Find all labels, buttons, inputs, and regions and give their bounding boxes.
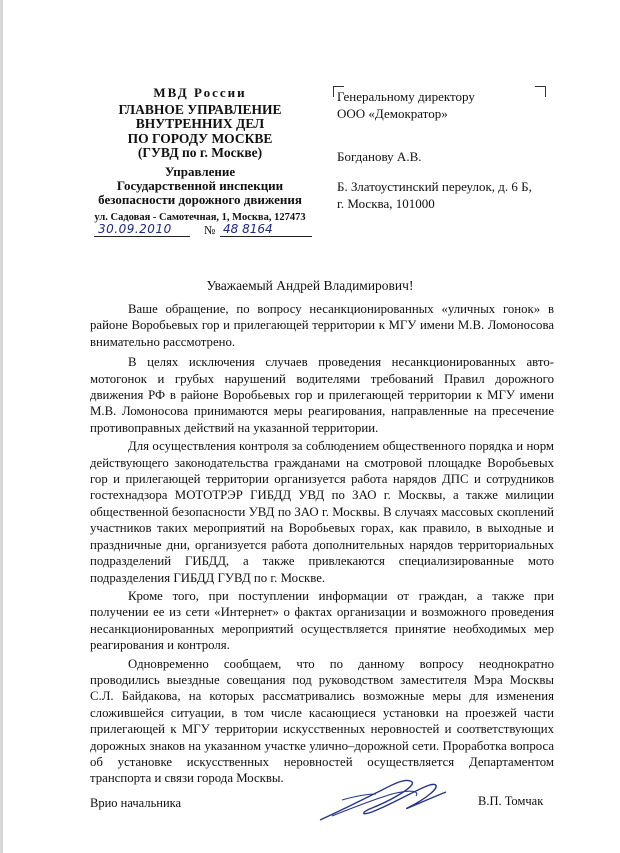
body-paragraph: Кроме того, при поступлении информации от граждан, а также при получении ее из сети «Интернет» о фактах организации и возможного проведения несанкционированных мероприятий осуществляется принятие необходимых мер реагирования и контроля. [90,588,554,653]
scan-edge [0,0,3,853]
letterhead-sub-line: Государственной инспекции [116,177,284,193]
addressee-name: Богданову А.В. [337,149,422,164]
handwritten-signature [312,770,452,830]
body-paragraph: Одновременно сообщаем, что по данному вопросу неоднократно проводились выездные совещания под руководством заместителя Мэра Москвы С.Л. Байдакова, на которых рассматривались возможные меры для изменения сложившейся ситуации, в том числе касающиеся установки на проезжей части прилегающей к МГУ территории искусственных неровностей и соответствующих дорожных знаков на указанном участке улично–дорожной сети. Проработка вопроса об установке искусственных неровностей осуществляется Департаментом транспорта и связи города Москвы. [90,656,554,786]
greeting: Уважаемый Андрей Владимирович! [206,278,414,293]
addressee-city: г. Москва, 101000 [337,196,435,211]
registration-number: 48 8164 [220,222,312,237]
letterhead-dept-line: ПО ГОРОДУ МОСКВЕ [127,130,273,146]
letterhead-dept-line: (ГУВД по г. Москве) [137,145,263,160]
letterhead-department [86,103,314,161]
letterhead-dept-line: ВНУТРЕННИХ ДЕЛ [135,116,265,131]
signatory-name: В.П. Томчак [478,794,544,808]
letterhead-sub-line: безопасности дорожного движения [98,191,302,207]
letterhead-sub-line: Управление [164,163,236,179]
registration-date: 30.09.2010 [94,222,190,237]
body-paragraph: Для осуществления контроля за соблюдением общественного порядка и норм действующего законодательства гражданами на смотровой площадке Воробьевых гор и прилегающей территории организуется работа нарядов ДПС и сотрудников гостехнадзора МОТОТРЭР ГИБДД УВД по ЗАО г. Москвы, а также милиции общественной безопасности УВД по ЗАО г. Москвы. В случаях массовых скоплений участников таких мероприятий на Воробьевых горах, как правило, в выходные и праздничные дни, организуется работа дополнительных нарядов территориальных подразделений ГИБДД, а также привлекаются специализированные мото подразделения ГИБДД ГУВД по г. Москве. [90,439,554,585]
signatory-title: Врио начальника [90,796,182,810]
body-paragraph: Ваше обращение, по вопросу несанкционированных «уличных гонок» в районе Воробьевых гор и прилегающей территории к МГУ имени М.В. Ломоносова внимательно рассмотрено. [90,302,554,349]
letter-body [90,301,554,789]
addressee-position: Генеральному директору [337,89,475,104]
letterhead-org: МВД России [153,85,247,100]
letterhead-subdivision [86,165,314,207]
addressee-street: Б. Златоустинский переулок, д. 6 Б, [337,179,532,194]
registration-line [94,222,312,240]
addressee-company: ООО «Демократор» [337,106,448,121]
letterhead-address: ул. Садовая - Самотечная, 1, Москва, 127473 [94,211,306,223]
letterhead [86,86,314,225]
body-paragraph: В целях исключения случаев проведения несанкционированных авто-мотогонок и грубых нарушений водителями требований Правил дорожного движения РФ в районе Воробьевых гор и прилегающей территории к МГУ имени М.В. Ломоносова принимаются меры реагирования, направленные на пресечение противоправных действий на указанной территории. [90,355,554,435]
registration-number-label: № [204,223,216,237]
addressee-block [337,88,587,212]
letterhead-dept-line: ГЛАВНОЕ УПРАВЛЕНИЕ [118,101,282,117]
